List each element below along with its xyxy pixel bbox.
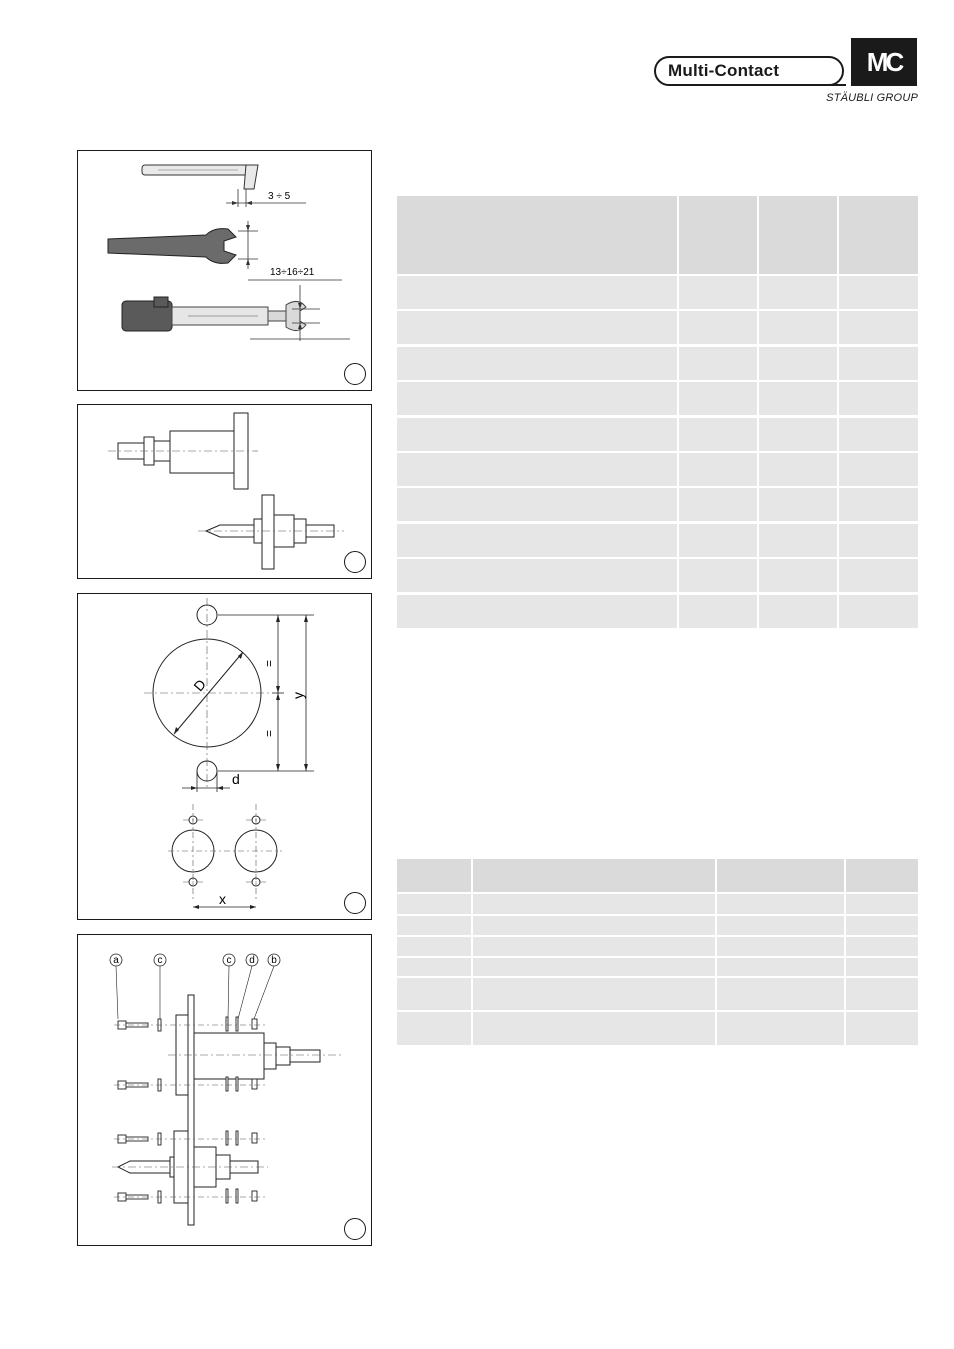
brand-name: Multi-Contact — [654, 56, 844, 86]
allen-key-icon — [142, 165, 258, 189]
table-cell — [846, 1012, 918, 1045]
table-cell — [397, 276, 677, 309]
table-cell — [679, 196, 757, 274]
table-cell — [473, 894, 715, 914]
table-cell — [397, 559, 677, 592]
table-cell — [397, 347, 677, 380]
table-cell — [473, 978, 715, 1010]
table-cell — [846, 958, 918, 976]
spacing-label: x — [219, 891, 226, 907]
table-cell — [679, 382, 757, 415]
figure-number — [344, 363, 366, 385]
table-cell — [759, 347, 837, 380]
table-cell — [397, 488, 677, 521]
figure-number — [344, 1218, 366, 1240]
callout-d: d — [249, 955, 255, 966]
table-cell — [679, 595, 757, 628]
figure-number — [344, 892, 366, 914]
table-cell — [839, 453, 918, 486]
table-row — [397, 1012, 918, 1045]
table-cell — [759, 276, 837, 309]
table-1 — [397, 196, 918, 632]
table-row — [397, 524, 918, 557]
table-cell — [397, 916, 471, 935]
open-wrench-icon — [108, 229, 236, 264]
table-cell — [839, 347, 918, 380]
table-cell — [473, 1012, 715, 1045]
table-row — [397, 894, 918, 914]
table-row — [397, 453, 918, 486]
table-cell — [397, 595, 677, 628]
table-cell — [759, 488, 837, 521]
table-cell — [839, 488, 918, 521]
table-cell — [397, 382, 677, 415]
table-cell — [839, 311, 918, 344]
bulkhead-drawing — [78, 405, 373, 580]
table-cell — [397, 311, 677, 344]
torque-wrench-icon — [122, 297, 306, 331]
dim-allen-label: 3 ÷ 5 — [268, 191, 291, 202]
table-cell — [397, 958, 471, 976]
table-cell — [473, 958, 715, 976]
table-cell — [679, 418, 757, 451]
flange-plate-icon — [188, 995, 194, 1225]
table-cell — [679, 276, 757, 309]
table-cell — [846, 916, 918, 935]
table-row — [397, 559, 918, 592]
table-cell — [759, 559, 837, 592]
dim-wrench-label: 13÷16÷21 — [270, 267, 315, 278]
table-cell — [397, 196, 677, 274]
table-row — [397, 276, 918, 309]
table-header-row — [397, 859, 918, 892]
table-cell — [759, 382, 837, 415]
equal-label-top: = — [262, 659, 276, 667]
table-cell — [397, 453, 677, 486]
brand-underline — [690, 84, 846, 86]
figure-assembly — [77, 934, 372, 1246]
table-cell — [839, 382, 918, 415]
table-row — [397, 595, 918, 628]
table-cell — [679, 311, 757, 344]
table-header-row — [397, 196, 918, 274]
table-cell — [397, 937, 471, 956]
table-cell — [846, 978, 918, 1010]
figure-tools — [77, 150, 372, 391]
table-cell — [679, 559, 757, 592]
table-cell — [473, 859, 715, 892]
table-cell — [839, 595, 918, 628]
table-cell — [473, 916, 715, 935]
template-drawing — [78, 594, 373, 921]
brand-group: STÄUBLI GROUP — [826, 92, 918, 104]
table-cell — [839, 559, 918, 592]
figure-number — [344, 551, 366, 573]
table-cell — [717, 859, 844, 892]
table-cell — [839, 524, 918, 557]
equal-label-bottom: = — [262, 729, 276, 737]
table-cell — [473, 937, 715, 956]
brand-logo-mark: MC — [851, 38, 917, 86]
table-cell — [717, 916, 844, 935]
table-cell — [397, 1012, 471, 1045]
table-cell — [397, 978, 471, 1010]
callout-c1: c — [157, 955, 163, 966]
table-row — [397, 382, 918, 415]
table-cell — [679, 488, 757, 521]
table-cell — [759, 196, 837, 274]
table-cell — [717, 894, 844, 914]
table-row — [397, 311, 918, 344]
table-row — [397, 916, 918, 935]
callout-a: a — [113, 955, 119, 966]
table-cell — [759, 418, 837, 451]
table-cell — [397, 418, 677, 451]
screw-icons — [118, 1021, 148, 1201]
figure-bulkhead-sockets — [77, 404, 372, 579]
table-cell — [759, 524, 837, 557]
table-cell — [679, 347, 757, 380]
table-cell — [839, 276, 918, 309]
tools-drawing — [78, 151, 373, 392]
plug-side-view-icon — [206, 495, 334, 569]
assembly-drawing — [78, 935, 373, 1247]
table-cell — [846, 894, 918, 914]
table-cell — [397, 894, 471, 914]
table-row — [397, 958, 918, 976]
table-cell — [679, 453, 757, 486]
table-cell — [717, 978, 844, 1010]
table-cell — [717, 937, 844, 956]
table-cell — [759, 311, 837, 344]
table-cell — [759, 453, 837, 486]
table-cell — [397, 524, 677, 557]
table-row — [397, 347, 918, 380]
table-2 — [397, 859, 918, 1047]
table-row — [397, 978, 918, 1010]
table-row — [397, 937, 918, 956]
table-cell — [839, 418, 918, 451]
height-label: y — [290, 692, 306, 699]
table-cell — [717, 958, 844, 976]
callout-c2: c — [226, 955, 232, 966]
table-cell — [839, 196, 918, 274]
table-cell — [679, 524, 757, 557]
callout-b: b — [271, 955, 277, 966]
table-row — [397, 418, 918, 451]
table-row — [397, 488, 918, 521]
table-cell — [846, 859, 918, 892]
hole-diameter-label: d — [232, 771, 240, 787]
table-cell — [397, 859, 471, 892]
figure-drilling-template — [77, 593, 372, 920]
diameter-label: D — [190, 676, 210, 695]
table-cell — [759, 595, 837, 628]
table-cell — [846, 937, 918, 956]
table-cell — [717, 1012, 844, 1045]
